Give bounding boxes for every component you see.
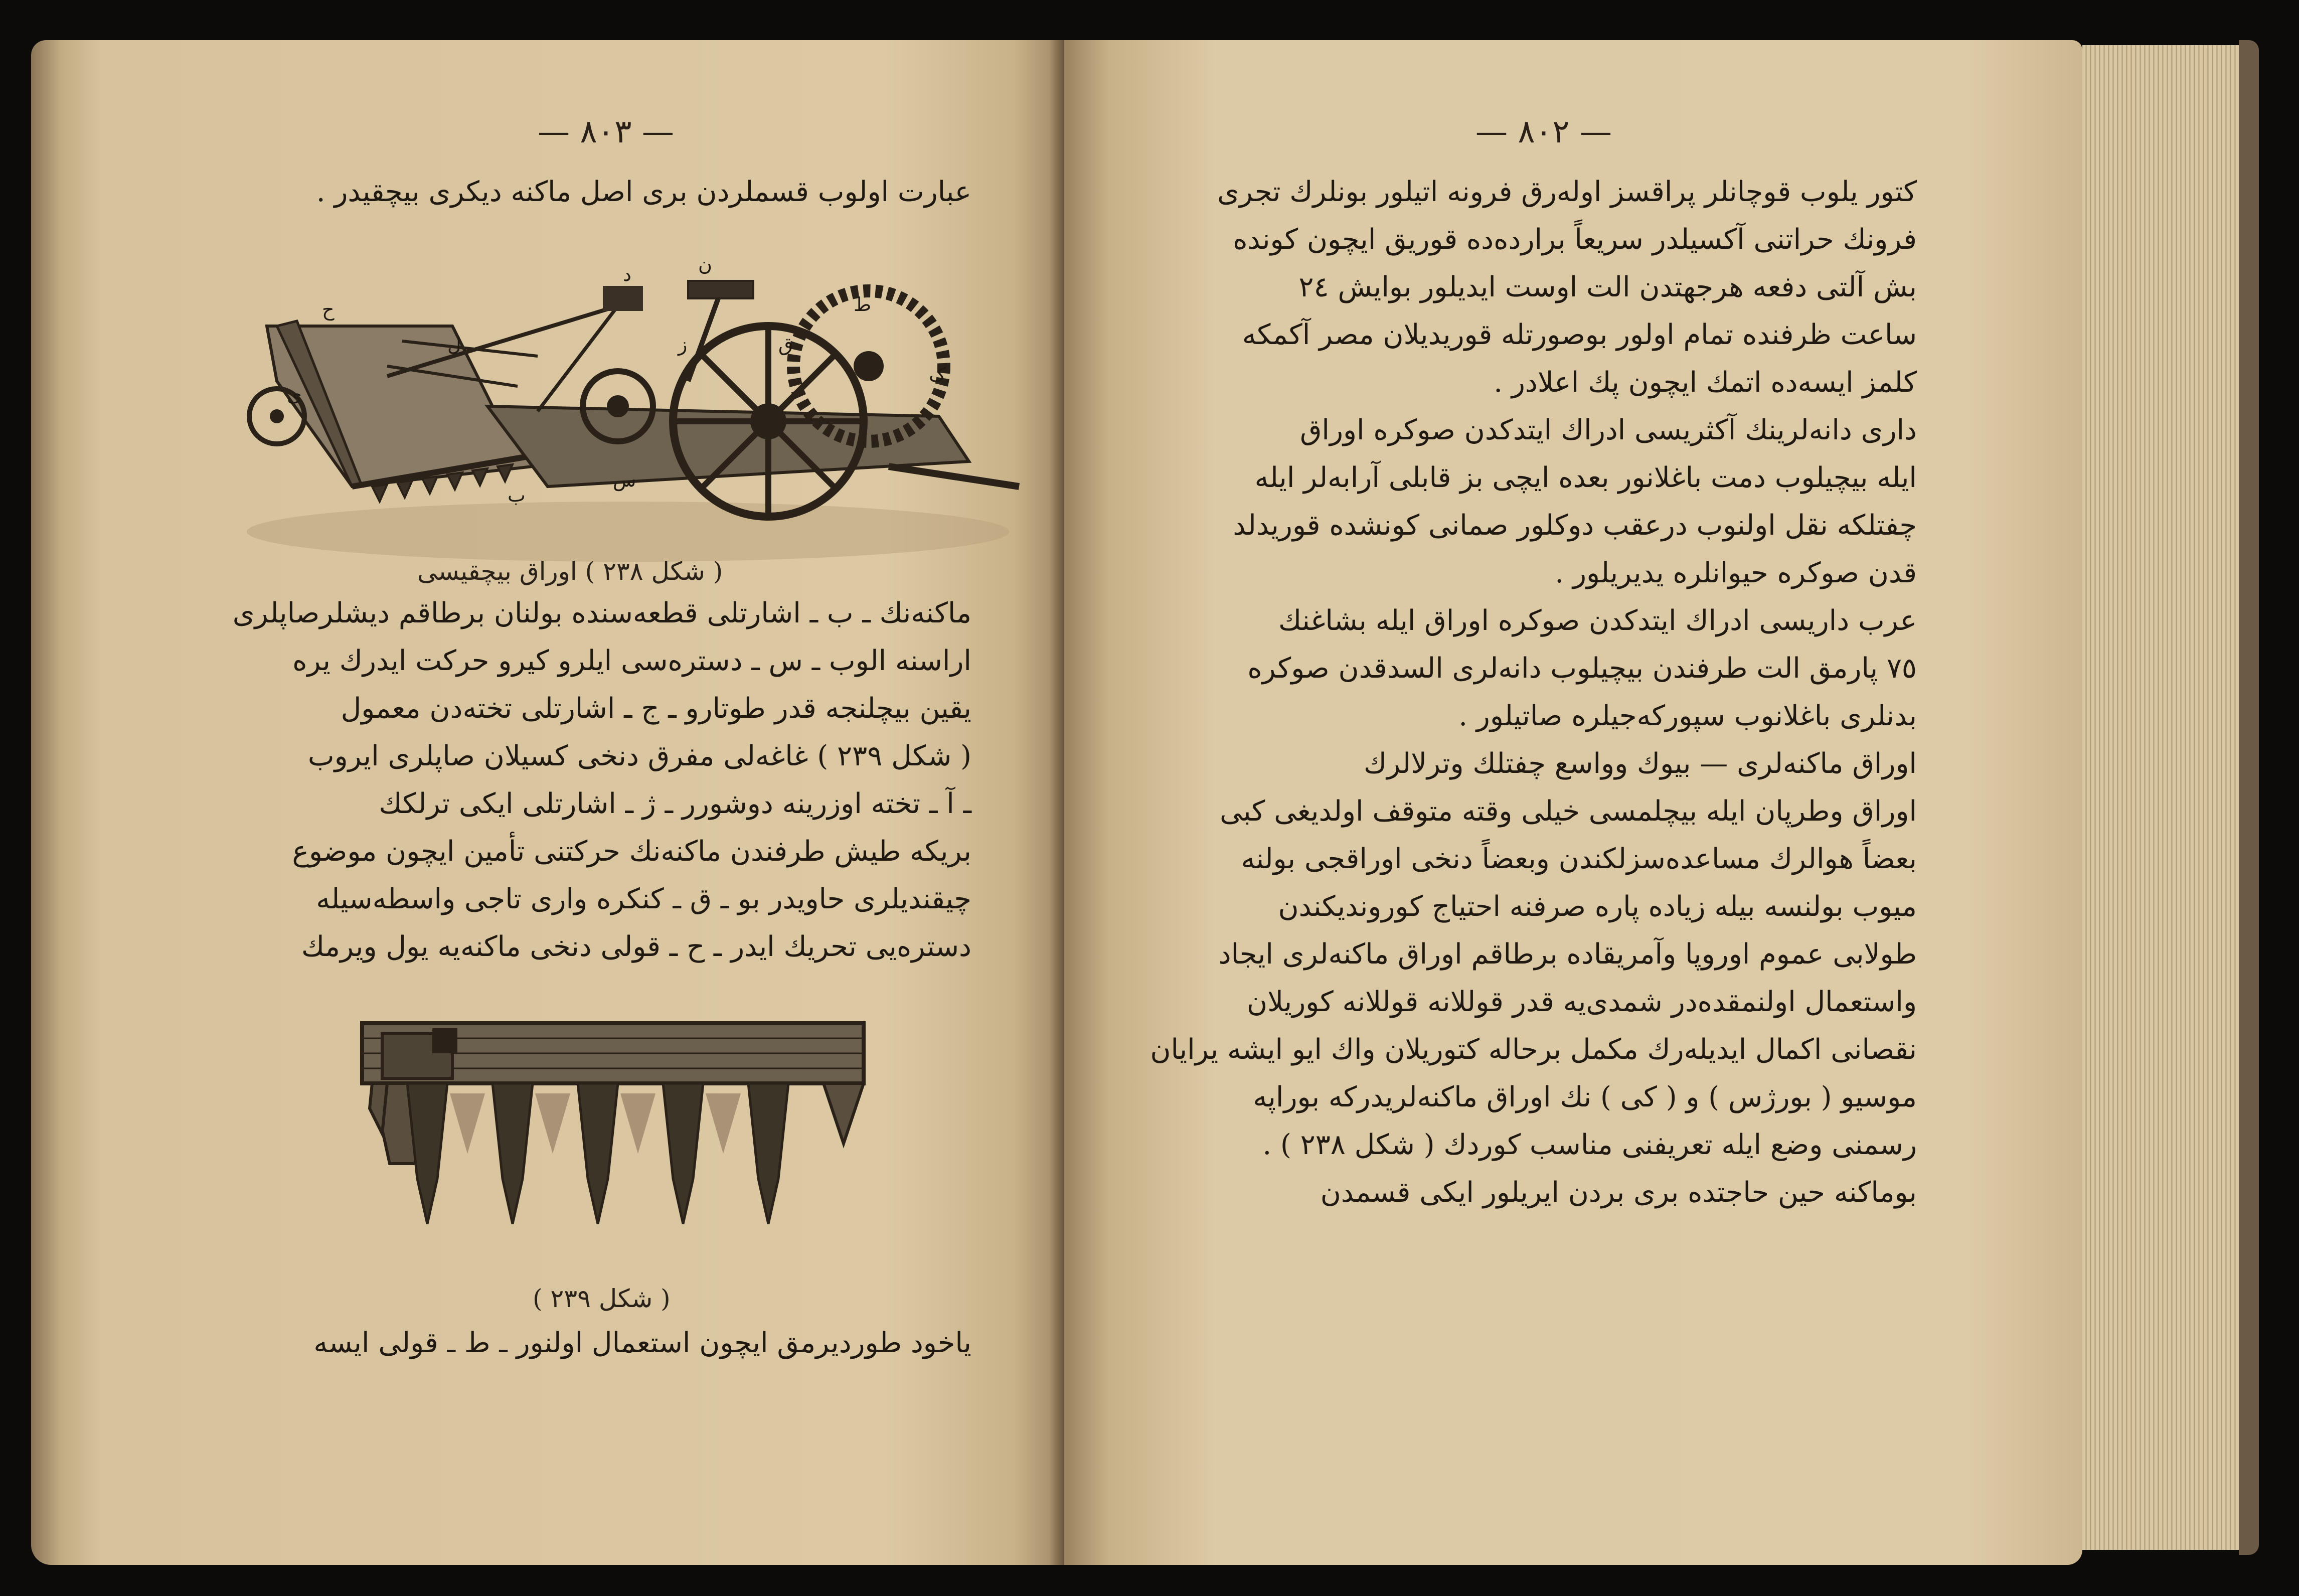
right-line-12: بدنلری باغلانوب سپورکه‌جیلره صاتیلور .	[1458, 700, 1917, 732]
right-line-6: داری دانه‌لرینك آکثریسی ادراك ایتدکدن صوکره اوراق	[1299, 414, 1917, 446]
right-line-17: طولابی عموم اوروپا وآمریقاده برطاقم اوراق ماکنه‌لری ایجاد	[1218, 938, 1917, 971]
right-line-10: عرب داریسی ادراك ایتدکدن صوکره اوراق ایله بشاغنك	[1278, 604, 1917, 637]
left-line-middle-4: ( شکل ٢٣٩ ) غاغه‌لی مفرق دنخی کسیلان صاپلری ایروب	[307, 740, 971, 772]
left-line-middle-6: بریکه طیش طرفندن ماکنه‌نك حرکتنی تأمین ایچون موضوع	[292, 835, 971, 868]
cutter-bar-illustration	[342, 1013, 894, 1259]
fig238-letter-y: ی	[287, 384, 302, 406]
left-line-middle-5: ـ آ ـ تخته اوزرینه دوشورر ـ ژ ـ اشارتلی ایکی ترلکك	[379, 787, 971, 820]
left-line-bottom-1: یاخود طوردیرمق ایچون استعمال اولنور ـ ط ـ قولی ایسه	[313, 1327, 971, 1359]
right-page	[1064, 40, 2082, 1565]
right-line-21: رسمنی وضع ایله تعریفنی مناسب کوردك ( شکل ٢٣٨ ) .	[1262, 1129, 1917, 1161]
right-line-9: قدن صوکره حیوانلره یدیریلور .	[1555, 557, 1917, 589]
fig238-letter-n: ن	[698, 253, 712, 275]
right-line-18: واستعمال اولنمقده‌در شمدی‌یه قدر قوللانه قوللانه کوریلان	[1246, 986, 1917, 1018]
left-page	[31, 40, 1064, 1565]
fig238-letter-d: د	[623, 263, 631, 285]
left-page-number: — ٨٠٣ —	[538, 113, 674, 150]
right-line-7: ایله بیچیلوب دمت باغلانور بعده ایچی بز قابلی آرابه‌لر ایله	[1254, 461, 1917, 494]
left-line-middle-3: یقین بیچلنجه قدر طوتارو ـ ج ـ اشارتلی تخته‌دن معمول	[341, 692, 971, 725]
page-edges	[2082, 45, 2253, 1550]
fig238-letter-q: ق	[778, 334, 793, 356]
left-line-middle-7: چیقندیلری حاویدر بو ـ ق ـ کنکره واری تاجی واسطه‌سیله	[316, 883, 971, 915]
fig238-letter-z: ز	[678, 334, 688, 356]
open-book	[31, 40, 2258, 1565]
right-line-16: میوب بولنسه بیله زیاده پاره صرفنه احتیاج کوروندیکندن	[1278, 890, 1917, 923]
right-line-3: بش آلتی دفعه هرجهتدن الت اوست ایدیلور بوایش ٢٤	[1298, 271, 1917, 303]
left-line-top-1: عبارت اولوب قسملردن بری اصل ماکنه دیکری بیچقیدر .	[316, 176, 971, 208]
right-line-13: اوراق ماکنه‌لری — بیوك ووا‌سع چفتلك وترلالرك	[1364, 747, 1917, 780]
left-line-middle-1: ماکنه‌نك ـ ب ـ اشارتلی قطعه‌سنده بولنان برطاقم دیشلرصاپلری	[232, 597, 971, 629]
left-line-middle-8: دستره‌یی تحریك ایدر ـ ح ـ قولی دنخی ماکنه‌یه یول ویرمك	[301, 930, 971, 963]
figure-238-caption: ( شکل ٢٣٨ ) اوراق بیچقیسی	[417, 557, 723, 586]
right-line-8: چفتلکه نقل اولنوب درعقب دوکلور صمانی کونشده قوریدلد	[1233, 509, 1917, 542]
right-line-11: ٧٥ پارمق الت طرفندن بیچیلوب دانه‌لری السدقدن صوکره	[1247, 652, 1917, 685]
fig238-letter-b: ب	[508, 484, 526, 506]
fig238-letter-s: س	[613, 469, 636, 491]
right-page-number: — ٨٠٢ —	[1475, 113, 1612, 150]
right-line-1: کتور یلوب قوچانلر پراقسز اوله‌رق فرونه اتیلور بونلرك تجری	[1217, 176, 1917, 208]
left-line-middle-2: اراسنه الوب ـ س ـ دستره‌سی ایلرو کیرو حرکت ایدرك یره	[292, 645, 971, 677]
right-line-20: موسیو ( بورژس ) و ( کی ) نك اوراق ماکنه‌لریدرکه بوراپه	[1253, 1081, 1917, 1113]
right-line-19: نقصانی اکمال ایدیله‌رك مکمل برحاله کتوریلان واك ایو ایشه یرایان	[1150, 1033, 1917, 1066]
reaper-machine-illustration	[237, 251, 1029, 572]
figure-239-caption: ( شکل ٢٣٩ )	[533, 1284, 671, 1313]
fig238-letter-t: ط	[854, 293, 872, 315]
fig238-letter-h: ح	[322, 298, 335, 321]
fig238-letter-l: ل	[447, 334, 461, 356]
right-line-4: ساعت ظرفنده تمام اولور بوصورتله قوریدیلان مصر آکمکه	[1242, 318, 1917, 351]
right-line-15: بعضاً هوالرك مساعده‌سزلکندن وبعضاً دنخی اوراقجی بولنه	[1241, 843, 1917, 875]
fig238-letter-k: ک	[929, 364, 946, 386]
right-line-22: بوماکنه حین حاجتده بری بردن ایریلور ایکی قسمدن	[1320, 1176, 1917, 1209]
right-line-5: کلمز ایسه‌ده اتمك ایچون پك اعلادر .	[1494, 366, 1917, 399]
book-cover-edge	[2239, 40, 2259, 1555]
right-line-2: فرونك حراتنی آکسیلدر سریعاً برارده‌ده قوریق ایچون کونده	[1233, 223, 1917, 256]
right-line-14: اوراق وطرپان ایله بیچلمسی خیلی وقته متوقف اولدیغی کبی	[1220, 795, 1917, 828]
